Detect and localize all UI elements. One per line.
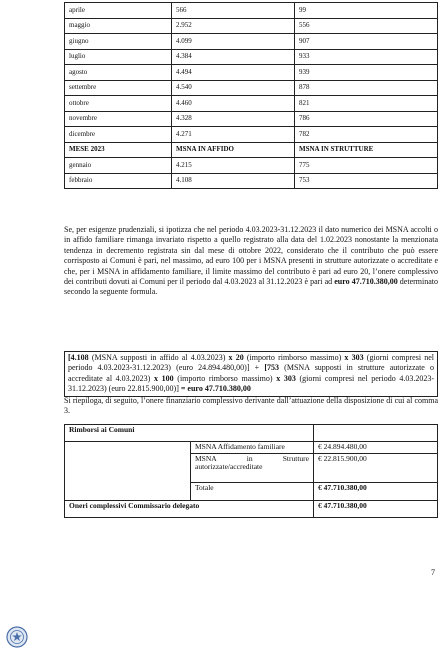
formula-part: = euro 47.710.380,00: [180, 384, 251, 394]
republic-seal-icon: [6, 626, 28, 648]
cell-strutture: 556: [295, 18, 438, 34]
header-month: MESE 2023: [65, 142, 172, 158]
formula-part: x 20: [228, 353, 244, 362]
msna-monthly-table: [64, 2, 438, 189]
cell-strutture: 939: [295, 65, 438, 81]
formula-part: x 303: [276, 373, 296, 383]
cell-affido: 4.215: [172, 158, 295, 174]
table-row: [65, 49, 438, 65]
formula-box: [64, 351, 438, 397]
page-number: 7: [431, 568, 435, 577]
cell-affido: 4.540: [172, 80, 295, 96]
formula-part: [753: [264, 363, 280, 373]
header-affido: MSNA IN AFFIDO: [172, 142, 295, 158]
summary-oneri-label: Oneri complessivi Commissario delegato: [65, 500, 314, 517]
cell-affido: 4.271: [172, 127, 295, 143]
cell-month: novembre: [65, 111, 172, 127]
table-row: [65, 65, 438, 81]
cell-month: giugno: [65, 34, 172, 50]
table-row: [65, 80, 438, 96]
summary-strutture-value: € 22.815.900,00: [314, 453, 438, 482]
formula-part: (MSNA supposti in affido al 4.03.2023): [88, 353, 229, 362]
formula-part: (importo rimborso massimo): [243, 353, 345, 362]
formula-part: x 303: [344, 353, 364, 362]
cell-month: agosto: [65, 65, 172, 81]
paragraph-estimate-amount: euro 47.710.380,00: [334, 277, 398, 287]
summary-row-affido: [65, 442, 438, 454]
cell-month: aprile: [65, 3, 172, 19]
cell-month: settembre: [65, 80, 172, 96]
strutture-word: in: [246, 453, 253, 463]
summary-affido-label: MSNA Affidamento familiare: [191, 442, 314, 454]
table-row: [65, 3, 438, 19]
cell-affido: 4.384: [172, 49, 295, 65]
cell-affido: 4.460: [172, 96, 295, 112]
formula-part: x 100: [154, 373, 174, 383]
table-row: [65, 96, 438, 112]
paragraph-estimate-text-a: Se, per esigenze prudenziali, si ipotizza che nel periodo 4.03.2023-31.12.2023 il dato numerico dei MSNA accolti o in affido familiare rimanga invariato rispetto a quello registrato alla data del 1.02.2023 nonostante la menzionata tendenza in decremento registrata sin dal mese di ottobre 2022, considerato che il contributo che può essere corrisposto ai Comuni è pari, nel massimo, ad euro 100 per i MSNA presenti in strutture autorizzate o accreditate e che, per i MSNA in affidamento familiare, il limite massimo del contributo è pari ad euro 20, l’onere complessivo dei contributi dovuti ai Comuni per il periodo dal 4.03.2023 al 31.12.2023 è pari ad: [64, 225, 438, 287]
formula-part: (giorni compresi nel periodo 4.03.2023-31.12.2023) (euro 22.815.900,00)]: [68, 373, 434, 394]
paragraph-summary-intro: Si riepiloga, di seguito, l’onere finanziario complessivo derivante dall’attuazione della disposizione di cui al comma 3.: [64, 396, 438, 416]
cell-affido: 4.099: [172, 34, 295, 50]
cell-strutture: 878: [295, 80, 438, 96]
cell-affido: 4.108: [172, 173, 295, 189]
cell-strutture: 753: [295, 173, 438, 189]
cell-strutture: 99: [295, 3, 438, 19]
summary-row-oneri: [65, 500, 438, 517]
table-row: [65, 158, 438, 174]
formula-part: (importo rimborso massimo): [173, 373, 277, 383]
cell-strutture: 933: [295, 49, 438, 65]
summary-table: [64, 424, 438, 518]
formula-part: (giorni compresi nel periodo 4.03.2023-31.12.2023) (euro 24.894.480,00)] +: [68, 353, 435, 373]
summary-empty-cell: [314, 425, 438, 442]
table-row: [65, 173, 438, 189]
cell-affido: 566: [172, 3, 295, 19]
paragraph-estimate: [64, 225, 438, 298]
table-header-2023: [65, 142, 438, 158]
cell-strutture: 907: [295, 34, 438, 50]
formula-part: (MSNA supposti in strutture autorizzate o accreditate al 4.03.2023): [68, 363, 435, 383]
summary-oneri-value: € 47.710.380,00: [314, 500, 438, 517]
cell-affido: 2.952: [172, 18, 295, 34]
table-row: [65, 111, 438, 127]
summary-totale-value: € 47.710.380,00: [314, 482, 438, 500]
cell-strutture: 786: [295, 111, 438, 127]
table-row: [65, 127, 438, 143]
table-row: [65, 34, 438, 50]
summary-affido-value: € 24.894.480,00: [314, 442, 438, 454]
cell-month: febbraio: [65, 173, 172, 189]
cell-month: luglio: [65, 49, 172, 65]
cell-month: maggio: [65, 18, 172, 34]
summary-title: Rimborsi ai Comuni: [65, 425, 314, 442]
formula-part: [4.108: [68, 353, 89, 362]
summary-totale-label: Totale: [191, 482, 314, 500]
cell-month: ottobre: [65, 96, 172, 112]
cell-month: gennaio: [65, 158, 172, 174]
strutture-word: MSNA: [195, 453, 217, 463]
header-strutture: MSNA IN STRUTTURE: [295, 142, 438, 158]
summary-strutture-label: [191, 453, 314, 482]
strutture-word: autorizzate/accreditate: [195, 462, 263, 472]
paragraph-estimate-text-b: determinato secondo la seguente formula.: [64, 277, 439, 297]
strutture-word: Strutture: [282, 453, 309, 463]
table-row: [65, 18, 438, 34]
summary-title-row: [65, 425, 438, 442]
summary-blank-cell: [65, 442, 191, 501]
cell-affido: 4.328: [172, 111, 295, 127]
cell-month: dicembre: [65, 127, 172, 143]
cell-affido: 4.494: [172, 65, 295, 81]
cell-strutture: 821: [295, 96, 438, 112]
cell-strutture: 782: [295, 127, 438, 143]
cell-strutture: 775: [295, 158, 438, 174]
